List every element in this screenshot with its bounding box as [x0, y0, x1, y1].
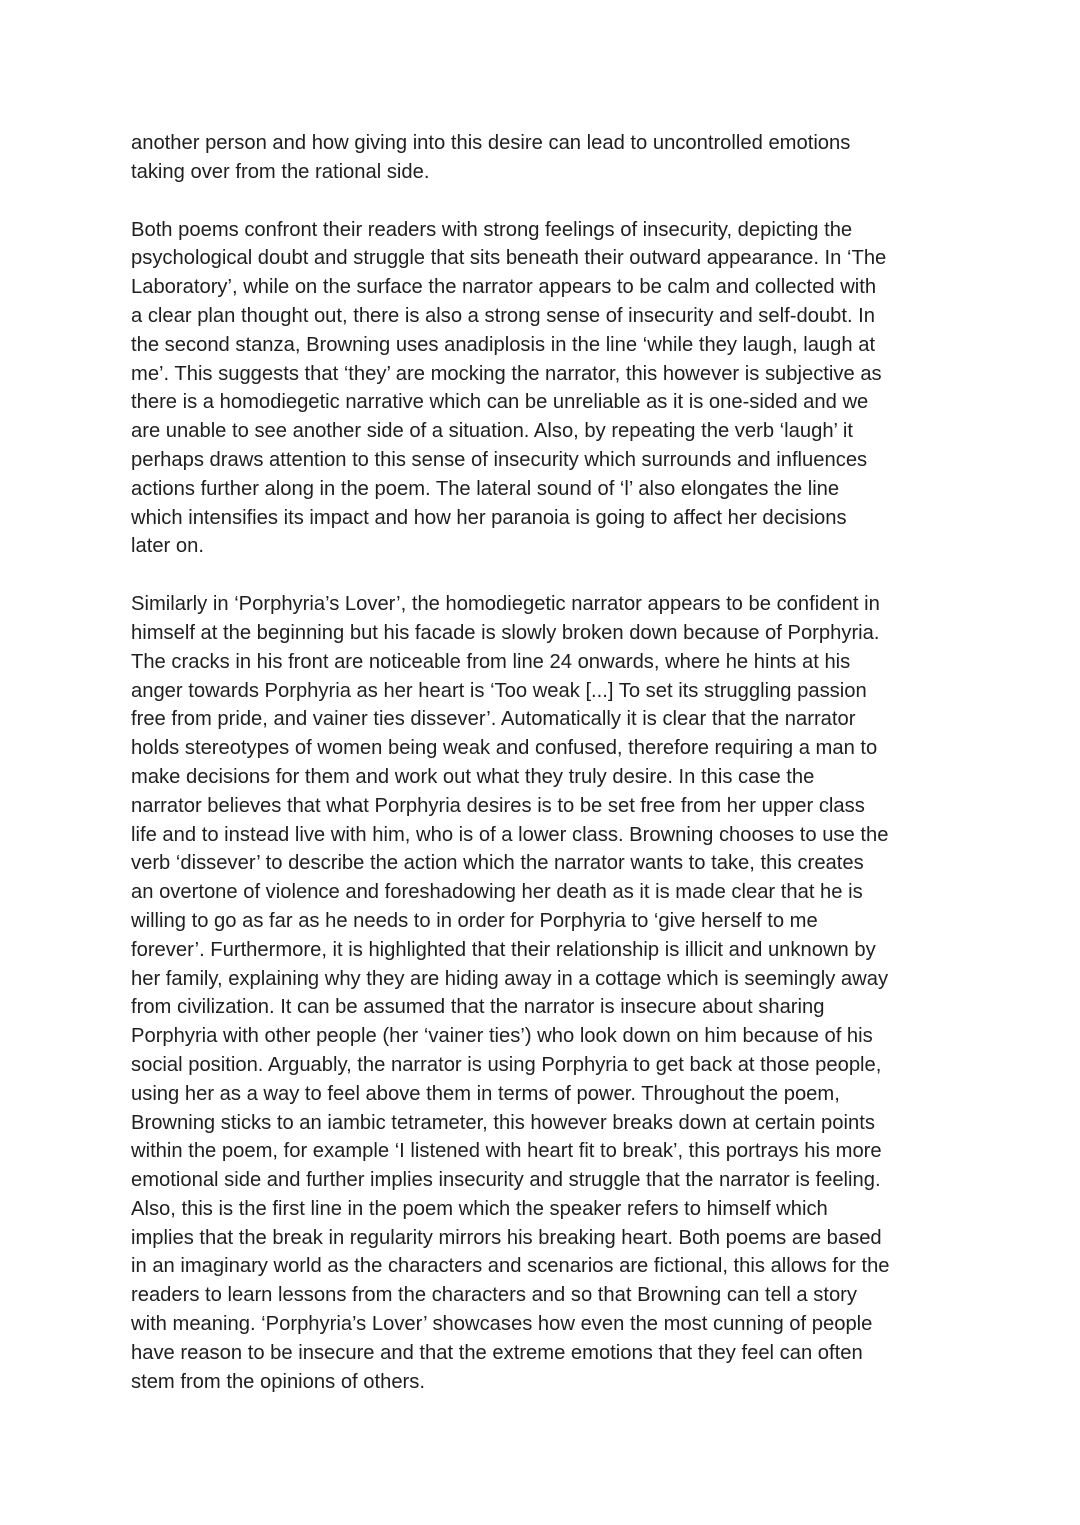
- text-line: another person and how giving into this desire can lead to uncontrolled emotions: [131, 132, 851, 154]
- text-line: taking over from the rational side.: [131, 160, 430, 183]
- text-line: there is a homodiegetic narrative which can be unreliable as it is one-sided and we: [131, 391, 869, 414]
- text-line: emotional side and further implies insecurity and struggle that the narrator is feeling.: [131, 1169, 881, 1192]
- text-line: verb ‘dissever’ to describe the action which the narrator wants to take, this creates: [131, 852, 864, 875]
- text-line: using her as a way to feel above them in terms of power. Throughout the poem,: [131, 1082, 840, 1105]
- text-line: himself at the beginning but his facade is slowly broken down because of Porphyria.: [131, 621, 880, 644]
- text-line: Laboratory’, while on the surface the narrator appears to be calm and collected with: [131, 276, 877, 299]
- text-line: me’. This suggests that ‘they’ are mocking the narrator, this however is subjective as: [131, 362, 882, 385]
- text-line: her family, explaining why they are hiding away in a cottage which is seemingly away: [131, 967, 889, 990]
- text-line: social position. Arguably, the narrator is using Porphyria to get back at those people,: [131, 1053, 882, 1076]
- paragraph: [131, 129, 961, 187]
- text-line: the second stanza, Browning uses anadiplosis in the line ‘while they laugh, laugh at: [131, 333, 876, 356]
- text-line: perhaps draws attention to this sense of insecurity which surrounds and influences: [131, 448, 868, 471]
- text-line: psychological doubt and struggle that sits beneath their outward appearance. In ‘The: [131, 247, 887, 270]
- text-line: Porphyria with other people (her ‘vainer ties’) who look down on him because of his: [131, 1025, 873, 1048]
- text-line: stem from the opinions of others.: [131, 1370, 425, 1393]
- text-line: The cracks in his front are noticeable from line 24 onwards, where he hints at his: [131, 650, 851, 673]
- text-line: are unable to see another side of a situation. Also, by repeating the verb ‘laugh’ it: [131, 420, 853, 443]
- text-line: make decisions for them and work out what they truly desire. In this case the: [131, 765, 815, 788]
- text-line: Also, this is the first line in the poem which the speaker refers to himself which: [131, 1197, 828, 1220]
- text-line: actions further along in the poem. The lateral sound of ‘l’ also elongates the line: [131, 477, 840, 500]
- text-line: forever’. Furthermore, it is highlighted that their relationship is illicit and unknown by: [131, 938, 876, 961]
- text-line: in an imaginary world as the characters and scenarios are fictional, this allows for the: [131, 1255, 890, 1278]
- document-body: [131, 129, 961, 1425]
- text-line: Browning sticks to an iambic tetrameter, this however breaks down at certain points: [131, 1111, 875, 1134]
- text-line: within the poem, for example ‘I listened with heart fit to break’, this portrays his more: [131, 1140, 882, 1163]
- text-line: an overtone of violence and foreshadowing her death as it is made clear that he is: [131, 881, 863, 904]
- text-line: have reason to be insecure and that the extreme emotions that they feel can often: [131, 1341, 863, 1364]
- paragraph: [131, 590, 961, 1396]
- text-line: willing to go as far as he needs to in order for Porphyria to ‘give herself to me: [131, 909, 818, 932]
- text-line: free from pride, and vainer ties dissever’. Automatically it is clear that the narrator: [131, 708, 856, 731]
- text-line: Both poems confront their readers with strong feelings of insecurity, depicting the: [131, 218, 853, 241]
- text-line: from civilization. It can be assumed that the narrator is insecure about sharing: [131, 996, 825, 1019]
- text-line: narrator believes that what Porphyria desires is to be set free from her upper class: [131, 794, 865, 817]
- text-line: holds stereotypes of women being weak and confused, therefore requiring a man to: [131, 737, 878, 760]
- text-line: life and to instead live with him, who is of a lower class. Browning chooses to use the: [131, 823, 889, 846]
- text-line: anger towards Porphyria as her heart is ‘Too weak [...] To set its struggling passion: [131, 679, 867, 702]
- text-line: later on.: [131, 535, 204, 558]
- text-line: a clear plan thought out, there is also a strong sense of insecurity and self-doubt. In: [131, 304, 876, 327]
- text-line: Similarly in ‘Porphyria’s Lover’, the homodiegetic narrator appears to be confident in: [131, 593, 880, 616]
- paragraph: [131, 216, 961, 562]
- text-line: which intensifies its impact and how her paranoia is going to affect her decisions: [131, 506, 847, 529]
- text-line: readers to learn lessons from the characters and so that Browning can tell a story: [131, 1284, 857, 1307]
- text-line: with meaning. ‘Porphyria’s Lover’ showcases how even the most cunning of people: [131, 1313, 873, 1336]
- text-line: implies that the break in regularity mirrors his breaking heart. Both poems are based: [131, 1226, 882, 1249]
